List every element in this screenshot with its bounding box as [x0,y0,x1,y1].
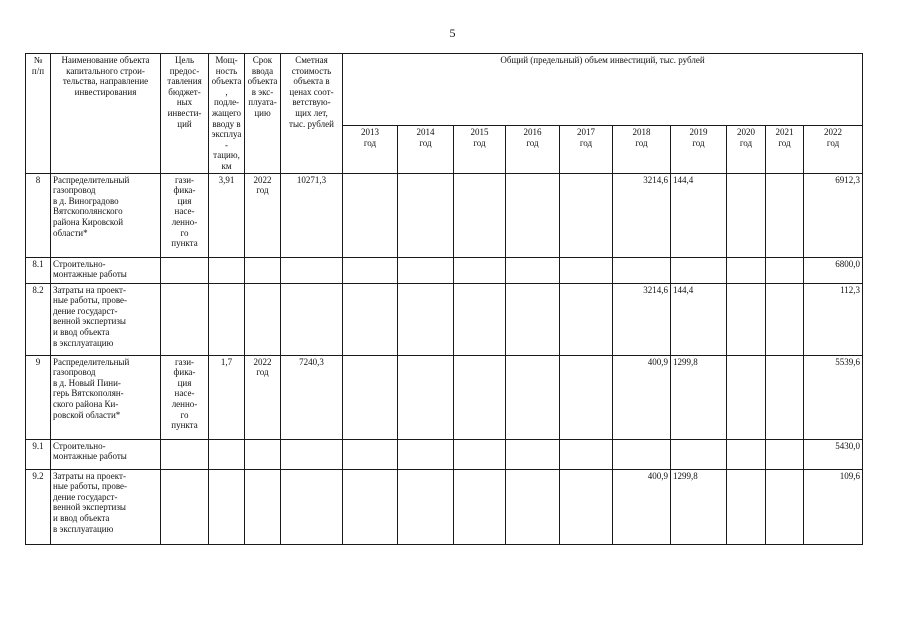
header-year: 2019 год [671,125,727,173]
row-year-cell: 1299,8 [671,355,727,439]
row-capacity-cell [209,439,245,469]
row-year-cell [454,439,506,469]
table-row [26,355,863,439]
header-name: Наименование объекта капитального строи- тельства, направление инвестирования [51,54,161,174]
row-term-cell [245,257,281,283]
row-capacity-cell: 3,91 [209,173,245,257]
header-purpose: Цель предос- тавления бюджет- ных инвести- ций [161,54,209,174]
table-row [26,173,863,257]
row-year-cell [343,173,398,257]
investment-table [25,53,863,545]
row-year-cell: 144,4 [671,173,727,257]
row-year-cell [398,173,454,257]
row-cost-cell [281,283,343,355]
row-year-cell: 400,9 [613,469,671,544]
row-year-cell [506,283,560,355]
header-year: 2022 год [804,125,863,173]
row-year-cell: 3214,6 [613,283,671,355]
row-capacity-cell: 1,7 [209,355,245,439]
row-year-cell [766,283,804,355]
row-capacity-cell [209,469,245,544]
header-year: 2020 год [727,125,766,173]
row-year-cell [671,257,727,283]
header-year: 2015 год [454,125,506,173]
row-year-cell [560,355,613,439]
row-year-cell [506,469,560,544]
row-cost-cell [281,439,343,469]
row-year-cell [766,439,804,469]
row-name-cell: Распределительный газопровод в д. Виноградово Вятскополянского района Кировской области* [51,173,161,257]
row-term-cell [245,439,281,469]
row-year-cell [560,469,613,544]
row-year-cell [727,355,766,439]
row-year-cell: 3214,6 [613,173,671,257]
row-year-cell [727,283,766,355]
row-cost-cell: 10271,3 [281,173,343,257]
header-year: 2016 год [506,125,560,173]
row-num-cell: 8 [26,173,51,257]
row-year-cell [727,469,766,544]
row-num-cell: 8.2 [26,283,51,355]
row-name-cell: Затраты на проект- ные работы, прове- дение государст- венной экспертизы и ввод объекта в эксплуатацию [51,469,161,544]
row-year-cell: 6800,0 [804,257,863,283]
row-num-cell: 9.2 [26,469,51,544]
row-year-cell [398,355,454,439]
row-year-cell [613,439,671,469]
row-year-cell [506,173,560,257]
row-year-cell [398,439,454,469]
header-year: 2021 год [766,125,804,173]
table-row [26,257,863,283]
row-name-cell: Строительно- монтажные работы [51,257,161,283]
row-year-cell: 5539,6 [804,355,863,439]
row-year-cell [766,355,804,439]
row-year-cell [343,469,398,544]
row-year-cell [560,439,613,469]
row-capacity-cell [209,257,245,283]
row-year-cell [560,283,613,355]
row-purpose-cell: гази- фика- ция насе- ленно- го пункта [161,355,209,439]
row-year-cell [727,257,766,283]
row-num-cell: 9 [26,355,51,439]
row-year-cell [343,283,398,355]
row-purpose-cell [161,283,209,355]
table-row [26,469,863,544]
header-capacity: Мощ- ность объекта, подле- жащего вводу в эксплуа- тацию, км [209,54,245,174]
header-year: 2014 год [398,125,454,173]
row-year-cell [454,469,506,544]
header-year: 2018 год [613,125,671,173]
page-number: 5 [449,26,456,40]
row-year-cell [454,355,506,439]
row-year-cell [727,173,766,257]
row-year-cell [766,257,804,283]
header-num: № п/п [26,54,51,174]
row-year-cell [766,173,804,257]
row-year-cell [343,439,398,469]
row-cost-cell [281,469,343,544]
row-term-cell [245,283,281,355]
row-purpose-cell: гази- фика- ция насе- ленно- го пункта [161,173,209,257]
row-term-cell: 2022 год [245,355,281,439]
row-year-cell: 112,3 [804,283,863,355]
header-year: 2017 год [560,125,613,173]
row-year-cell [613,257,671,283]
row-year-cell [766,469,804,544]
row-year-cell [454,283,506,355]
row-num-cell: 9.1 [26,439,51,469]
row-purpose-cell [161,469,209,544]
row-year-cell [506,439,560,469]
row-year-cell: 5430,0 [804,439,863,469]
row-year-cell [343,257,398,283]
row-purpose-cell [161,439,209,469]
row-cost-cell: 7240,3 [281,355,343,439]
row-year-cell: 144,4 [671,283,727,355]
row-year-cell [506,257,560,283]
header-cost: Сметная стоимость объекта в ценах соот- ветствую- щих лет, тыс. рублей [281,54,343,174]
header-year: 2013 год [343,125,398,173]
row-cost-cell [281,257,343,283]
row-capacity-cell [209,283,245,355]
row-name-cell: Затраты на проект- ные работы, прове- дение государст- венной экспертизы и ввод объекта в эксплуатацию [51,283,161,355]
row-year-cell [398,469,454,544]
table-row [26,439,863,469]
header-row [26,54,863,126]
row-year-cell [560,173,613,257]
row-year-cell [343,355,398,439]
row-term-cell [245,469,281,544]
row-num-cell: 8.1 [26,257,51,283]
row-name-cell: Строительно- монтажные работы [51,439,161,469]
row-term-cell: 2022 год [245,173,281,257]
row-year-cell [398,257,454,283]
row-year-cell: 6912,3 [804,173,863,257]
row-purpose-cell [161,257,209,283]
row-year-cell [560,257,613,283]
row-year-cell: 400,9 [613,355,671,439]
row-year-cell [454,257,506,283]
row-year-cell: 1299,8 [671,469,727,544]
header-total-investment: Общий (предельный) объем инвестиций, тыс. рублей [343,54,863,126]
row-year-cell [727,439,766,469]
row-name-cell: Распределительный газопровод в д. Новый Пини- герь Вятскополян- ского района Ки- ровской области* [51,355,161,439]
row-year-cell: 109,6 [804,469,863,544]
row-year-cell [454,173,506,257]
row-year-cell [671,439,727,469]
row-year-cell [398,283,454,355]
row-year-cell [506,355,560,439]
table-row [26,283,863,355]
header-term: Срок ввода объекта в экс- плуата- цию [245,54,281,174]
